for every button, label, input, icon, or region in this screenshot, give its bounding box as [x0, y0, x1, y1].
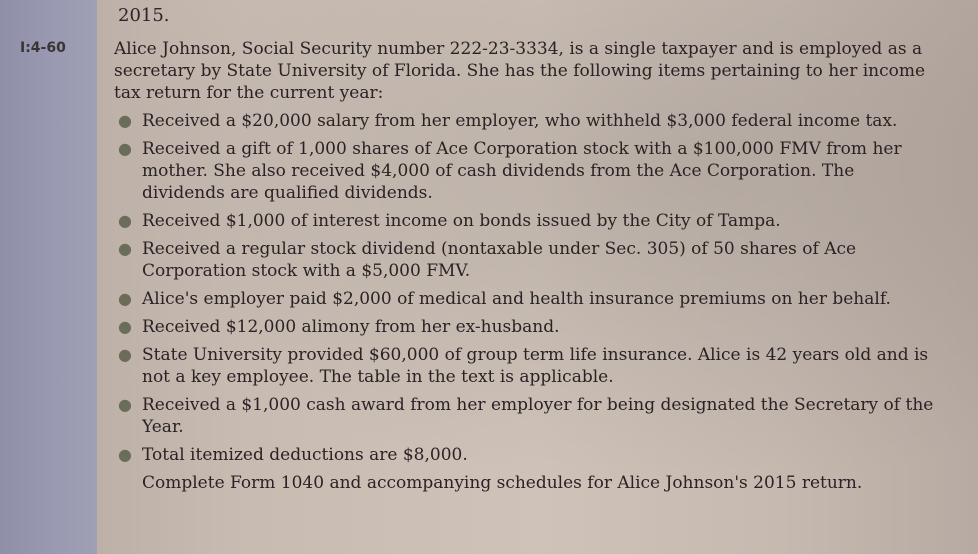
bullet-icon: ● — [118, 239, 132, 258]
list-item — [114, 110, 934, 132]
problem-intro: Alice Johnson, Social Security number 222-23-3334, is a single taxpayer and is employed as a secretary by State University of Florida. She has the following items pertaining to her income tax return for the current year: — [114, 39, 926, 103]
list-item — [114, 138, 934, 204]
list-item — [114, 344, 934, 388]
list-item-text: Received a $1,000 cash award from her employer for being designated the Secretary of the Year. — [142, 395, 934, 437]
list-item — [114, 238, 934, 282]
bullet-icon: ● — [118, 111, 132, 130]
list-item — [114, 444, 934, 466]
bullet-icon: ● — [118, 211, 132, 230]
problem-items-list — [114, 110, 934, 466]
list-item-text: Received a regular stock dividend (nontaxable under Sec. 305) of 50 shares of Ace Corporation stock with a $5,000 FMV. — [142, 239, 857, 281]
bullet-icon: ● — [118, 445, 132, 464]
list-item-text: State University provided $60,000 of group term life insurance. Alice is 42 years old and is not a key employee. The table in the text is applicable. — [142, 345, 929, 387]
list-item — [114, 210, 934, 232]
list-item-text: Received $1,000 of interest income on bonds issued by the City of Tampa. — [142, 211, 781, 231]
margin-strip — [0, 0, 97, 554]
list-item-text: Received $12,000 alimony from her ex-husband. — [142, 317, 560, 337]
problem-content — [114, 38, 934, 511]
list-item-text: Received a gift of 1,000 shares of Ace Corporation stock with a $100,000 FMV from her mother. She also received $4,000 of cash dividends from the Ace Corporation. The dividends are qualified dividends. — [142, 139, 902, 203]
list-item-text: Received a $20,000 salary from her employer, who withheld $3,000 federal income tax. — [142, 111, 898, 131]
list-item — [114, 288, 934, 310]
bullet-icon: ● — [118, 289, 132, 308]
bullet-icon: ● — [118, 395, 132, 414]
list-item — [114, 316, 934, 338]
list-item-text: Total itemized deductions are $8,000. — [142, 445, 468, 465]
problem-closing-instruction: Complete Form 1040 and accompanying schedules for Alice Johnson's 2015 return. — [142, 473, 863, 493]
list-item-text: Alice's employer paid $2,000 of medical and health insurance premiums on her behalf. — [142, 289, 891, 309]
list-item — [114, 394, 934, 438]
bullet-icon: ● — [118, 139, 132, 158]
bullet-icon: ● — [118, 317, 132, 336]
bullet-icon: ● — [118, 345, 132, 364]
previous-problem-fragment: 2015. — [118, 5, 170, 26]
problem-number: I:4-60 — [20, 40, 66, 56]
